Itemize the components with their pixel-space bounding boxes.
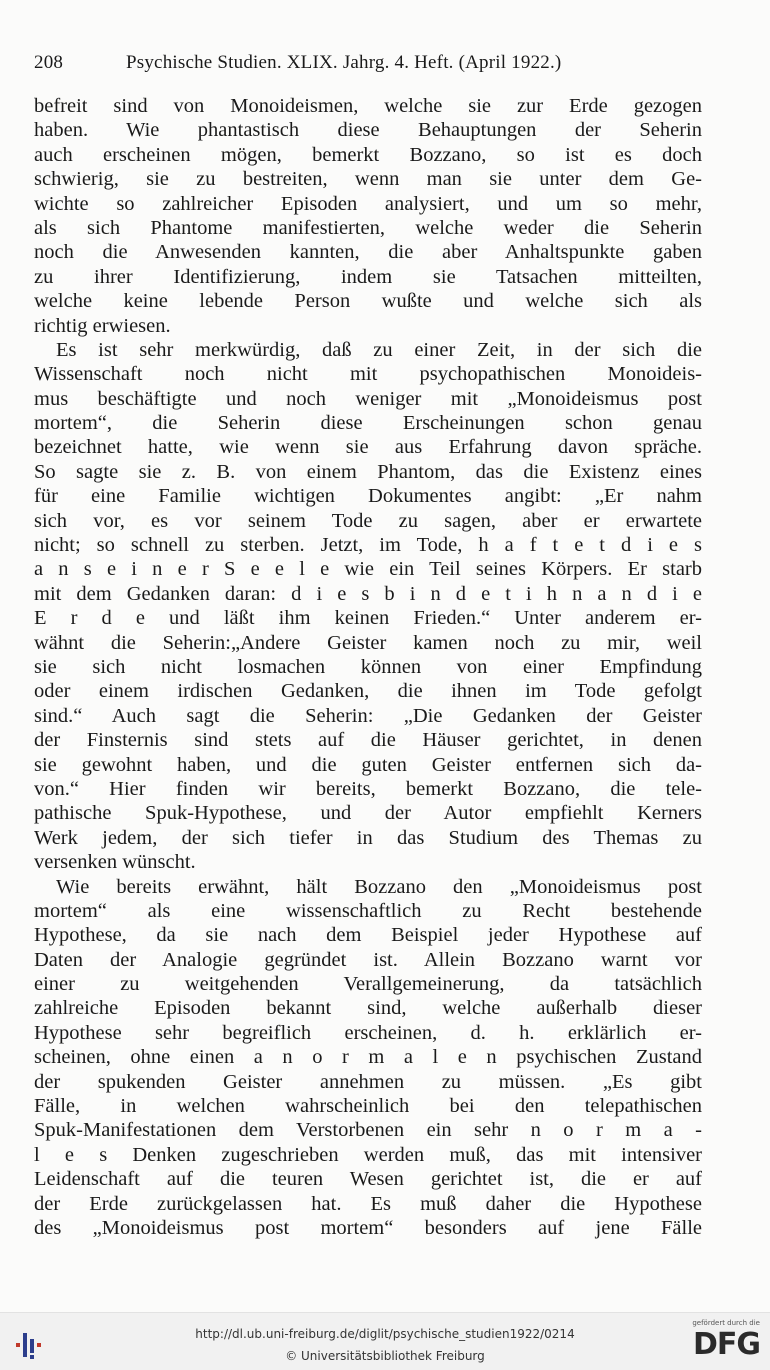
dfg-logo-icon	[670, 1319, 760, 1367]
text-line: von.“ Hier finden wir bereits, bemerkt Bozzano, die tele-	[34, 777, 702, 800]
text-line: mus beschäftigte und noch weniger mit „Monoideismus post	[34, 387, 702, 410]
text-line: sich vor, es vor seinem Tode zu sagen, aber er erwartete	[34, 509, 702, 532]
text-line: der spukenden Geister annehmen zu müssen. „Es gibt	[34, 1070, 702, 1093]
text-line: noch die Anwesenden kannten, die aber Anhaltspunkte gaben	[34, 241, 702, 264]
text-line: pathische Spuk-Hypothese, und der Autor empfiehlt Kerners	[34, 802, 702, 825]
text-line: auch erscheinen mögen, bemerkt Bozzano, so ist es doch	[34, 143, 702, 166]
text-line: für eine Familie wichtigen Dokumentes angibt: „Er nahm	[34, 485, 702, 508]
text-line: der Erde zurückgelassen hat. Es muß daher die Hypothese	[34, 1192, 702, 1215]
text-line: befreit sind von Monoideismen, welche sie zur Erde gezogen	[34, 95, 702, 117]
text-line: wichte so zahlreicher Episoden analysiert, und um so mehr,	[34, 192, 702, 215]
source-link[interactable]: http://dl.ub.uni-freiburg.de/diglit/psychische_studien1922/0214	[195, 1327, 575, 1341]
text-line: schwierig, sie zu bestreiten, wenn man sie unter dem Ge-	[34, 168, 702, 191]
text-line: mortem“, die Seherin diese Erscheinungen schon genau	[34, 412, 702, 435]
text-line: richtig erwiesen.	[34, 314, 171, 337]
text-line: mortem“ als eine wissenschaftlich zu Recht bestehende	[34, 899, 702, 922]
text-line: des „Monoideismus post mortem“ besonders auf jene Fälle	[34, 1216, 702, 1239]
viewer-footer	[0, 1312, 770, 1370]
text-line: Leidenschaft auf die teuren Wesen gerichtet ist, die er auf	[34, 1168, 702, 1191]
text-line: Hypothese sehr begreiflich erscheinen, d. h. erklärlich er-	[34, 1021, 702, 1044]
body-text	[34, 94, 702, 1240]
sponsor-logo: DFG	[692, 1327, 760, 1362]
text-line: a n s e i n e r S e e l e wie ein Teil seines Körpers. Er starb	[34, 558, 702, 581]
text-line: Spuk-Manifestationen dem Verstorbenen ein sehr n o r m a -	[34, 1119, 702, 1142]
text-line: wähnt die Seherin:„Andere Geister kamen noch zu mir, weil	[34, 631, 702, 654]
text-line: Daten der Analogie gegründet ist. Allein Bozzano warnt vor	[34, 948, 702, 971]
text-line: sie sich nicht losmachen können von einer Empfindung	[34, 655, 702, 678]
text-line: der Finsternis sind stets auf die Häuser gerichtet, in denen	[34, 729, 702, 752]
text-line: Fälle, in welchen wahrscheinlich bei den telepathischen	[34, 1095, 702, 1118]
text-line: zu ihrer Identifizierung, indem sie Tatsachen mitteilten,	[34, 265, 702, 288]
running-title: Psychische Studien. XLIX. Jahrg. 4. Heft. (April 1922.)	[126, 52, 562, 73]
text-line: nicht; so schnell zu sterben. Jetzt, im Tode, h a f t e t d i e s	[34, 534, 702, 557]
text-line: einer zu weitgehenden Verallgemeinerung, da tatsächlich	[34, 973, 702, 996]
text-line: als sich Phantome manifestierten, welche weder die Seherin	[34, 216, 702, 239]
text-line: mit dem Gedanken daran: d i e s b i n d e t i h n a n d i e	[34, 582, 702, 605]
text-line: sie gewohnt haben, und die guten Geister entfernen sich da-	[34, 753, 702, 776]
text-line: zahlreiche Episoden bekannt sind, welche außerhalb dieser	[34, 997, 702, 1020]
text-line: oder einem irdischen Gedanken, die ihnen im Tode gefolgt	[34, 680, 702, 703]
text-line: scheinen, ohne einen a n o r m a l e n psychischen Zustand	[34, 1046, 702, 1069]
text-line: welche keine lebende Person wußte und welche sich als	[34, 290, 702, 313]
copyright-text: © Universitätsbibliothek Freiburg	[285, 1349, 485, 1363]
text-line: sind.“ Auch sagt die Seherin: „Die Gedanken der Geister	[34, 704, 702, 727]
text-line: Wie bereits erwähnt, hält Bozzano den „Monoideismus post	[56, 875, 702, 898]
text-line: Wissenschaft noch nicht mit psychopathischen Monoideis-	[34, 363, 702, 386]
page-number: 208	[34, 52, 64, 73]
sponsor-note: gefördert durch die	[692, 1319, 760, 1327]
text-line: Hypothese, da sie nach dem Beispiel jeder Hypothese auf	[34, 924, 702, 947]
text-line: bezeichnet hatte, wie wenn sie aus Erfahrung davon spräche.	[34, 436, 702, 459]
text-line: So sagte sie z. B. von einem Phantom, das die Existenz eines	[34, 460, 702, 483]
text-line: l e s Denken zugeschrieben werden muß, das mit intensiver	[34, 1143, 702, 1166]
text-line: haben. Wie phantastisch diese Behauptungen der Seherin	[34, 119, 702, 142]
text-line: E r d e und läßt ihm keinen Frieden.“ Unter anderem er-	[34, 607, 702, 630]
text-line: Werk jedem, der sich tiefer in das Studium des Themas zu	[34, 826, 702, 849]
text-line: versenken wünscht.	[34, 851, 196, 874]
text-line: Es ist sehr merkwürdig, daß zu einer Zeit, in der sich die	[56, 338, 702, 361]
